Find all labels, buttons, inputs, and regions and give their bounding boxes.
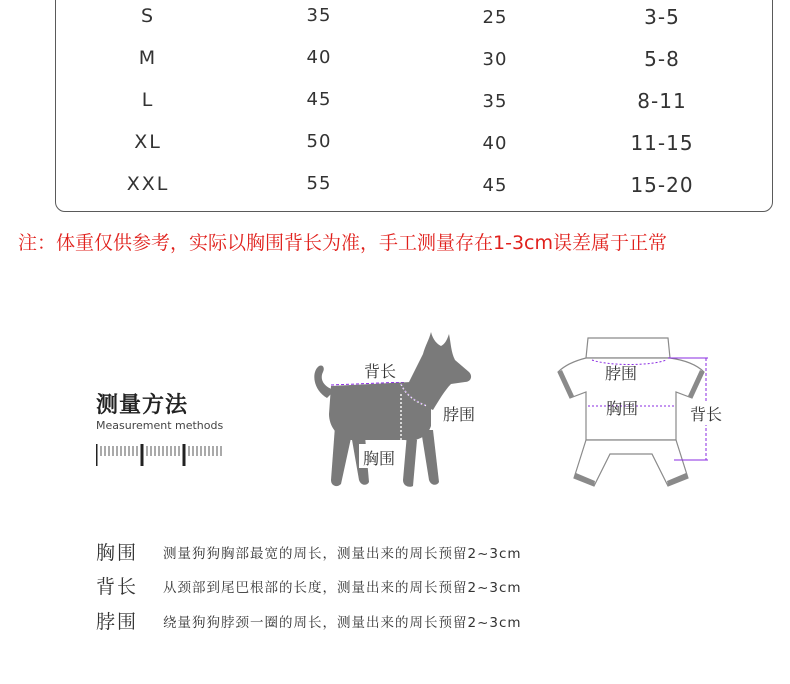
table-row [56,173,772,203]
ruler-icon [96,444,226,466]
method-subtitle: Measurement methods [96,419,224,432]
legend-term: 胸围 [96,542,139,564]
weight-cell: 8-11 [637,89,687,113]
garment-back-label: 背长 [690,402,722,425]
weight-cell: 3-5 [644,5,680,29]
legend-term: 脖围 [96,611,139,633]
value-cell: 55 [306,173,332,194]
dog-neck-label: 脖围 [443,405,476,424]
weight-cell: 15-20 [630,173,694,197]
value-cell: 35 [306,5,332,26]
dog-chest-label: 胸围 [363,449,396,468]
size-cell: M [138,47,158,69]
size-cell: XXL [126,173,170,195]
value-cell: 40 [482,133,508,154]
garment-neck-label: 脖围 [605,364,638,383]
weight-cell: 5-8 [644,47,680,71]
legend-term: 背长 [96,576,139,598]
dog-back-label: 背长 [364,362,397,381]
table-row [56,89,772,119]
garment-chest-label: 胸围 [606,399,639,418]
size-table [55,0,773,212]
value-cell: 35 [482,91,508,112]
size-note: 注：体重仅供参考，实际以胸围背长为准，手工测量存在1-3cm误差属于正常 [18,232,667,254]
table-row [56,5,772,35]
size-cell: S [140,5,156,27]
method-title: 测量方法 [96,393,189,418]
value-cell: 45 [306,89,332,110]
value-cell: 30 [482,49,508,70]
weight-cell: 11-15 [630,131,694,155]
legend-desc: 从颈部到尾巴根部的长度，测量出来的周长预留2~3cm [163,580,522,596]
table-row [56,47,772,77]
size-cell: XL [134,131,162,153]
value-cell: 50 [306,131,332,152]
legend-desc: 测量狗狗胸部最宽的周长，测量出来的周长预留2~3cm [163,546,522,562]
value-cell: 45 [482,175,508,196]
value-cell: 25 [482,7,508,28]
size-cell: L [141,89,155,111]
value-cell: 40 [306,47,332,68]
legend-desc: 绕量狗狗脖颈一圈的周长，测量出来的周长预留2~3cm [163,615,522,631]
table-row [56,131,772,161]
